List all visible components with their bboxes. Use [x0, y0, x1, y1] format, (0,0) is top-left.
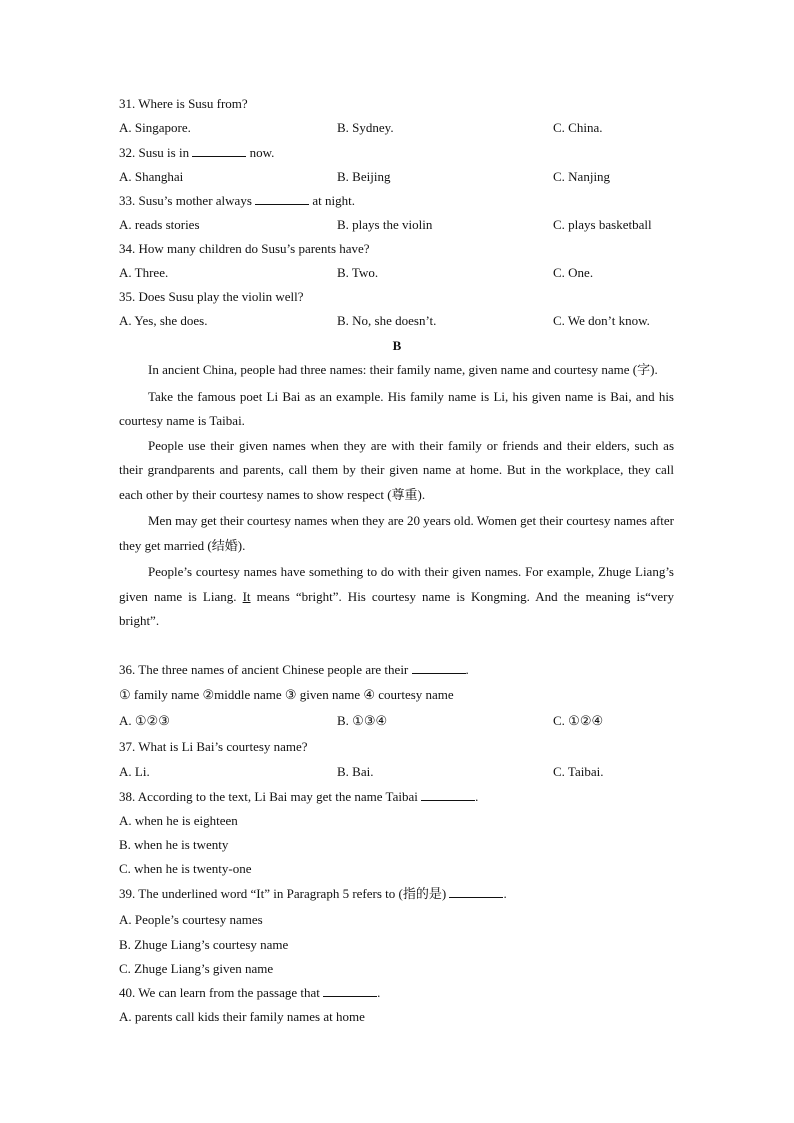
q39-stem-text: 39. The underlined word “It” in Paragraph 5 refers to (指的是) — [119, 886, 447, 901]
passage-paragraph-2: Take the famous poet Li Bai as an example. His family name is Li, his given name is Bai, and his courtesy name is Taibai. — [119, 388, 674, 428]
q37-option-b: B. Bai. — [337, 764, 374, 779]
section-b-heading: B — [392, 338, 402, 353]
q33-stem-end: at night. — [312, 193, 355, 208]
q33-stem-text: 33. Susu’s mother always — [119, 193, 252, 208]
q38-stem-text: 38. According to the text, Li Bai may get the name Taibai — [119, 789, 418, 804]
question-38-stem — [119, 789, 478, 805]
q32-stem-end: now. — [249, 145, 275, 160]
q40-option-a: A. parents call kids their family names at home — [119, 1009, 365, 1024]
q31-option-c: C. China. — [553, 120, 603, 135]
q39-option-a: A. People’s courtesy names — [119, 912, 263, 927]
q40-stem-text: 40. We can learn from the passage that — [119, 985, 320, 1000]
q36-option-c: C. ①②④ — [553, 713, 604, 728]
q38-option-b: B. when he is twenty — [119, 837, 229, 852]
q35-option-c: C. We don’t know. — [553, 313, 650, 328]
q39-stem-end: . — [503, 886, 507, 901]
passage-paragraph-4: Men may get their courtesy names when they are 20 years old. Women get their courtesy names after they get married (结婚). — [119, 513, 674, 553]
q34-option-a: A. Three. — [119, 265, 169, 280]
q34-option-c: C. One. — [553, 265, 594, 280]
q31-option-a: A. Singapore. — [119, 120, 191, 135]
underlined-word-it: It — [242, 588, 251, 604]
question-39-stem — [119, 886, 507, 902]
reading-passage — [119, 358, 674, 634]
q38-option-c: C. when he is twenty-one — [119, 861, 252, 876]
answer-blank — [421, 789, 475, 801]
q33-option-a: A. reads stories — [119, 217, 200, 232]
q39-option-c: C. Zhuge Liang’s given name — [119, 961, 274, 976]
q36-option-b: B. ①③④ — [337, 713, 388, 728]
question-40-stem — [119, 985, 380, 1001]
q38-option-a: A. when he is eighteen — [119, 813, 238, 828]
q38-stem-end: . — [475, 789, 479, 804]
q37-option-a: A. Li. — [119, 764, 150, 779]
question-34-stem: 34. How many children do Susu’s parents have? — [119, 241, 370, 256]
q36-option-a: A. ①②③ — [119, 713, 170, 728]
q32-option-a: A. Shanghai — [119, 169, 184, 184]
q33-option-b: B. plays the violin — [337, 217, 433, 232]
answer-blank — [412, 662, 466, 674]
passage-paragraph-5 — [119, 560, 674, 634]
q32-option-b: B. Beijing — [337, 169, 391, 184]
q33-option-c: C. plays basketball — [553, 217, 652, 232]
q36-stem-end: . — [465, 662, 469, 677]
question-32-stem — [119, 145, 274, 161]
q32-option-c: C. Nanjing — [553, 169, 611, 184]
p5-text-2: means “bright”. His courtesy name is Kongming. And the meaning is“very bright”. — [119, 588, 675, 628]
question-31-stem: 31. Where is Susu from? — [119, 96, 248, 111]
q35-option-b: B. No, she doesn’t. — [337, 313, 437, 328]
answer-blank — [255, 193, 309, 205]
q39-option-b: B. Zhuge Liang’s courtesy name — [119, 937, 289, 952]
q37-option-c: C. Taibai. — [553, 764, 604, 779]
q31-option-b: B. Sydney. — [337, 120, 394, 135]
q40-stem-end: . — [377, 985, 381, 1000]
answer-blank — [323, 985, 377, 997]
question-33-stem — [119, 193, 355, 209]
q32-stem-text: 32. Susu is in — [119, 145, 190, 160]
q35-option-a: A. Yes, she does. — [119, 313, 208, 328]
question-36-stem — [119, 662, 469, 678]
p5-text-1: People’s courtesy names have something to do with their given names. For example, Zhuge Liang’s given name is Liang. — [119, 564, 674, 604]
answer-blank — [449, 886, 503, 898]
q36-choices-list: ① family name ②middle name ③ given name ④ courtesy name — [119, 687, 454, 702]
answer-blank — [192, 145, 246, 157]
question-35-stem: 35. Does Susu play the violin well? — [119, 289, 304, 304]
q34-option-b: B. Two. — [337, 265, 379, 280]
passage-paragraph-1: In ancient China, people had three names: their family name, given name and courtesy name (字). — [148, 362, 658, 377]
question-37-stem: 37. What is Li Bai’s courtesy name? — [119, 739, 308, 754]
passage-paragraph-3: People use their given names when they are with their family or friends and their elders, such as their grandparents and parents, call them by their given name at home. But in the workplace, they call each other by their courtesy names to show respect (尊重). — [119, 437, 674, 502]
q36-stem-text: 36. The three names of ancient Chinese people are their — [119, 662, 409, 677]
